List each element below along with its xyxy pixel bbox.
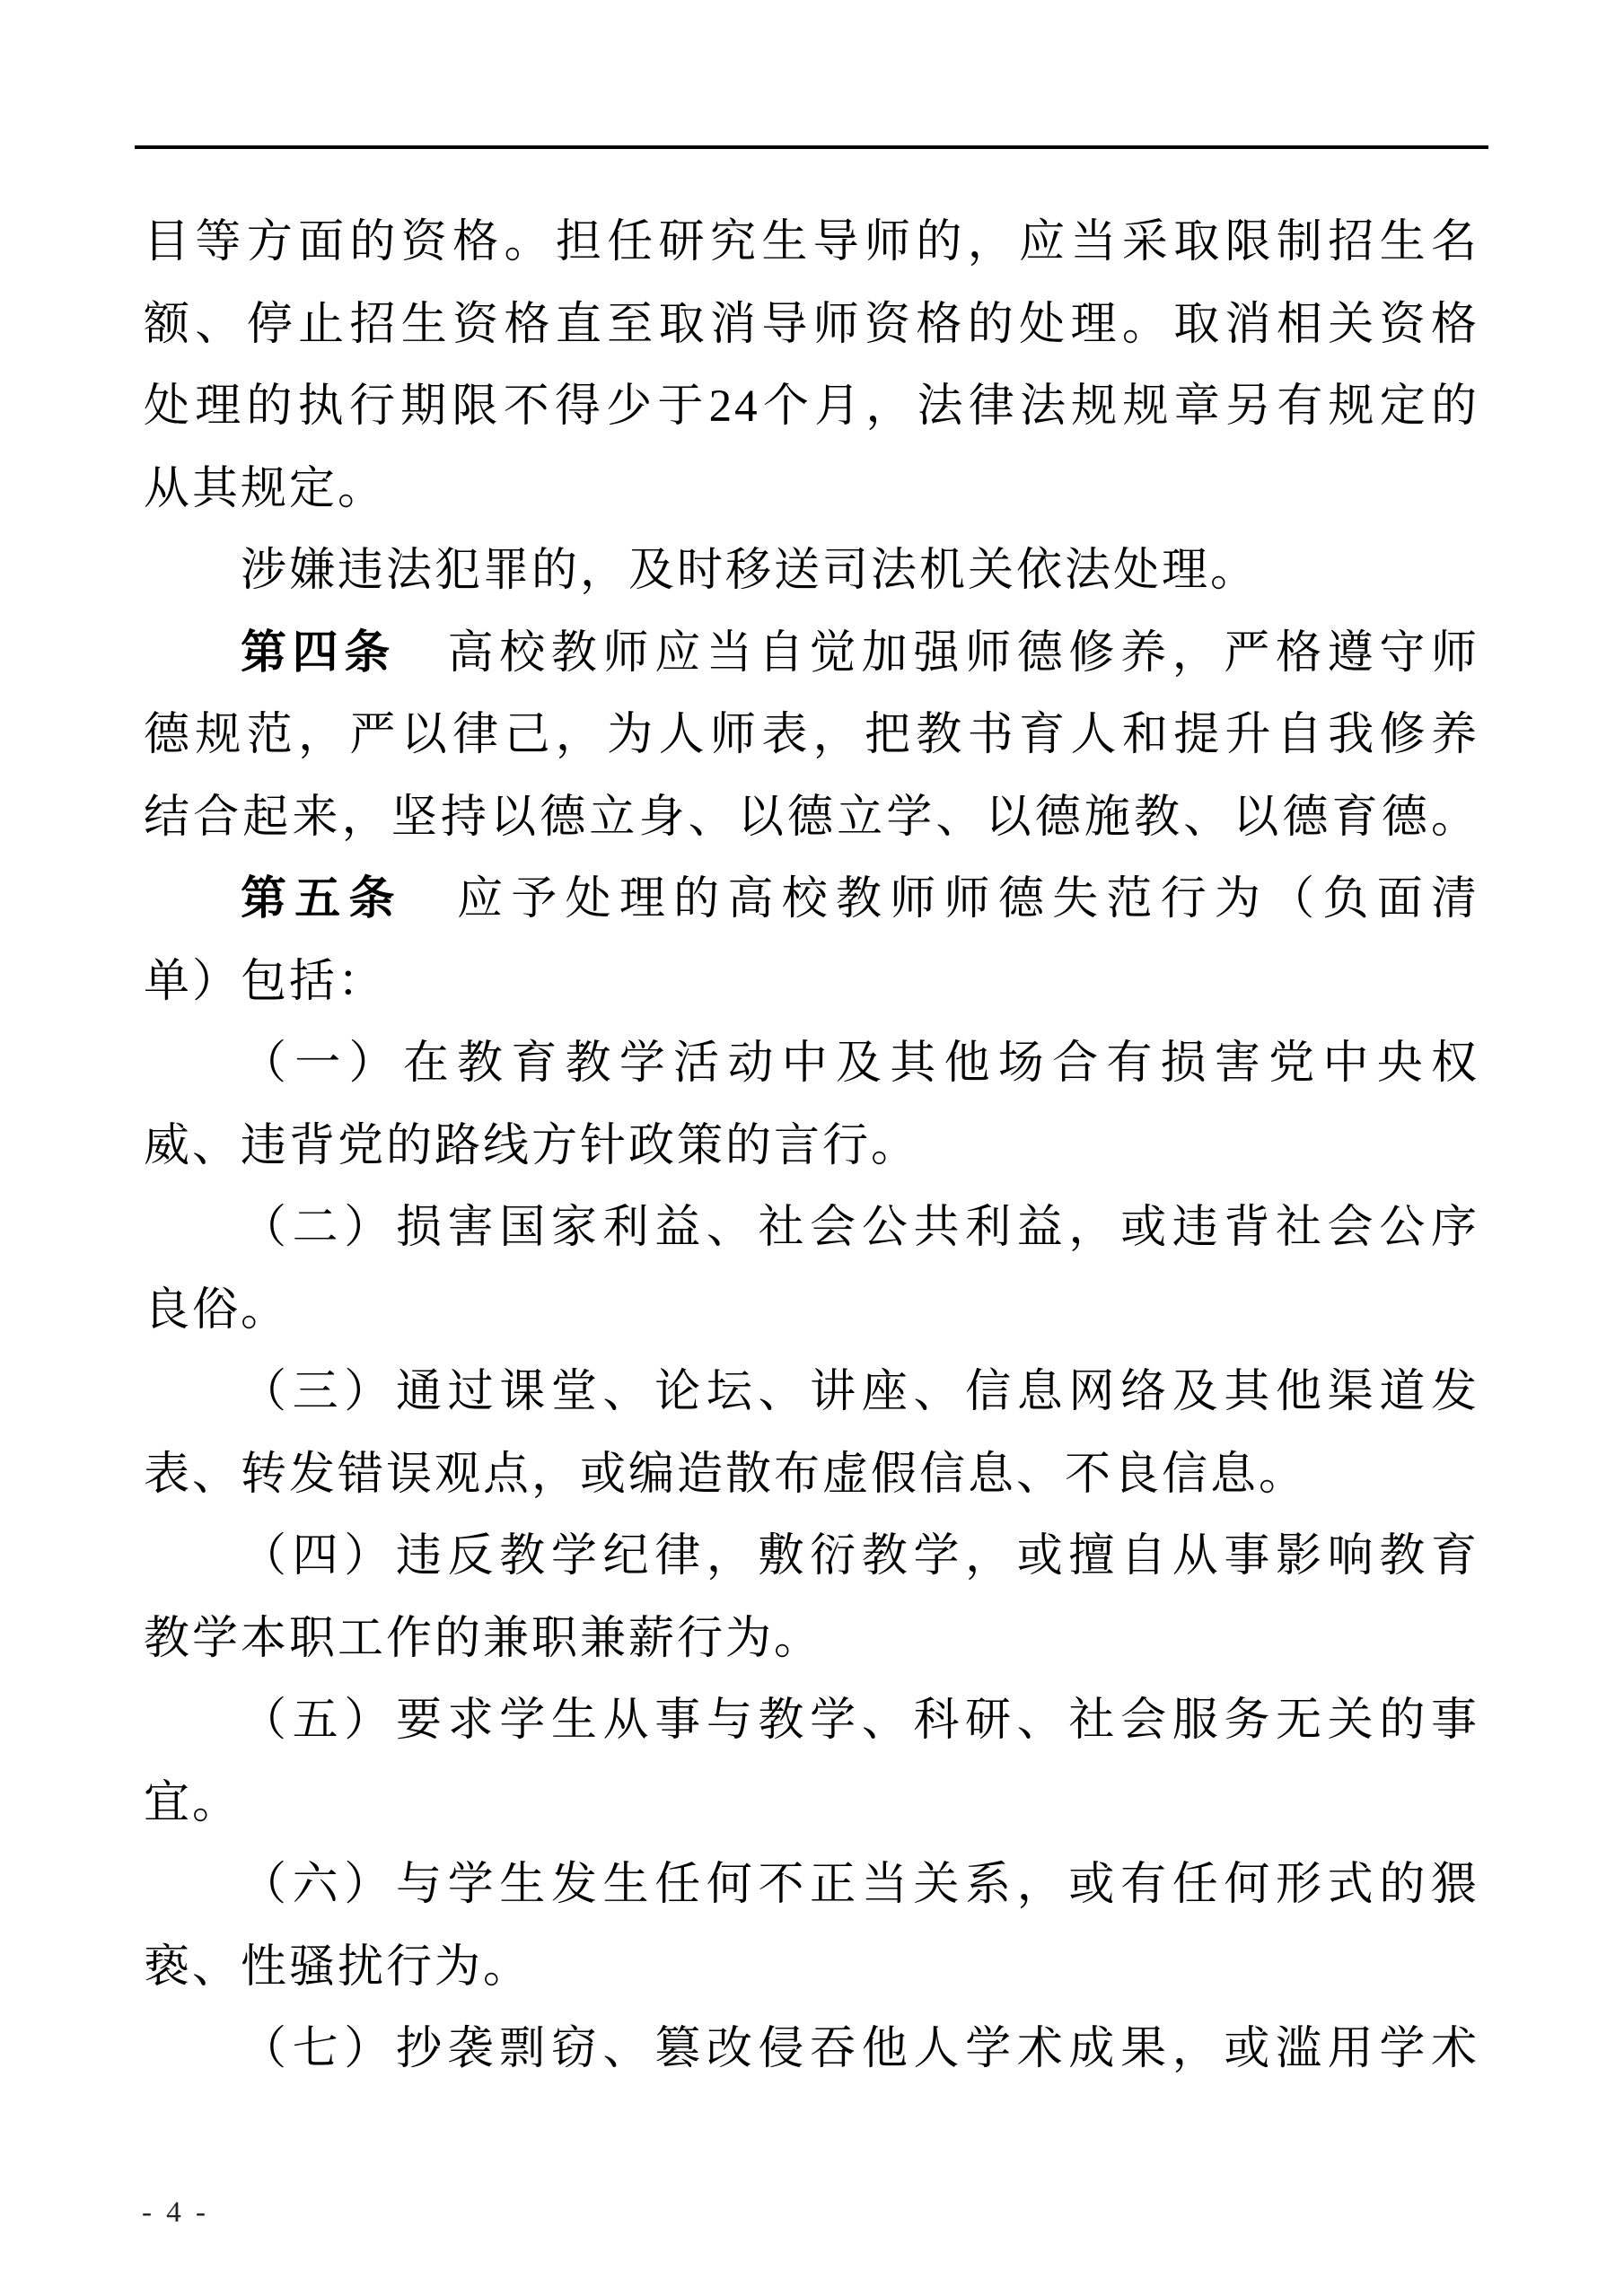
text-line: 处理的执行期限不得少于24个月，法律法规规章另有规定的 [144, 381, 1479, 432]
article-number: 第四条 [241, 627, 396, 679]
article-number: 第五条 [241, 874, 403, 925]
text-line: 第五条 应予处理的高校教师师德失范行为（负面清 [241, 874, 1479, 925]
text-line: 涉嫌违法犯罪的，及时移送司法机关依法处理。 [241, 546, 1260, 596]
document-body [144, 202, 1479, 2091]
text-line: 单）包括： [144, 956, 387, 1007]
text-line: （七）抄袭剽窃、篡改侵吞他人学术成果，或滥用学术 [241, 2024, 1479, 2074]
text-line: 从其规定。 [144, 463, 387, 514]
text-line: （五）要求学生从事与教学、科研、社会服务无关的事 [241, 1696, 1479, 1746]
text-line: （二）损害国家利益、社会公共利益，或违背社会公序 [241, 1203, 1479, 1253]
text-line: （四）违反教学纪律，敷衍教学，或擅自从事影响教育 [241, 1531, 1479, 1582]
text-line: 结合起来，坚持以德立身、以德立学、以德施教、以德育德。 [144, 792, 1479, 843]
text-line: 额、停止招生资格直至取消导师资格的处理。取消相关资格 [144, 299, 1479, 350]
text-line: 亵、性骚扰行为。 [144, 1941, 532, 1993]
text-line: 第四条 高校教师应当自觉加强师德修养，严格遵守师 [241, 627, 1479, 679]
text-line: 教学本职工作的兼职兼薪行为。 [144, 1613, 823, 1664]
text-line: （三）通过课堂、论坛、讲座、信息网络及其他渠道发 [241, 1367, 1479, 1417]
text-line: 目等方面的资格。担任研究生导师的，应当采取限制招生名 [144, 217, 1479, 267]
text-line: （一）在教育教学活动中及其他场合有损害党中央权 [241, 1038, 1479, 1089]
text-line: 德规范，严以律己，为人师表，把教书育人和提升自我修养 [144, 710, 1479, 760]
page-number: - 4 - [142, 2196, 209, 2229]
text-line: 表、转发错误观点，或编造散布虚假信息、不良信息。 [144, 1449, 1308, 1500]
text-line: （六）与学生发生任何不正当关系，或有任何形式的猥 [241, 1860, 1479, 1910]
text-line: 宜。 [144, 1777, 241, 1828]
text-line: 良俗。 [144, 1284, 290, 1336]
text-line: 威、违背党的路线方针政策的言行。 [144, 1120, 920, 1171]
header-rule [135, 145, 1488, 149]
